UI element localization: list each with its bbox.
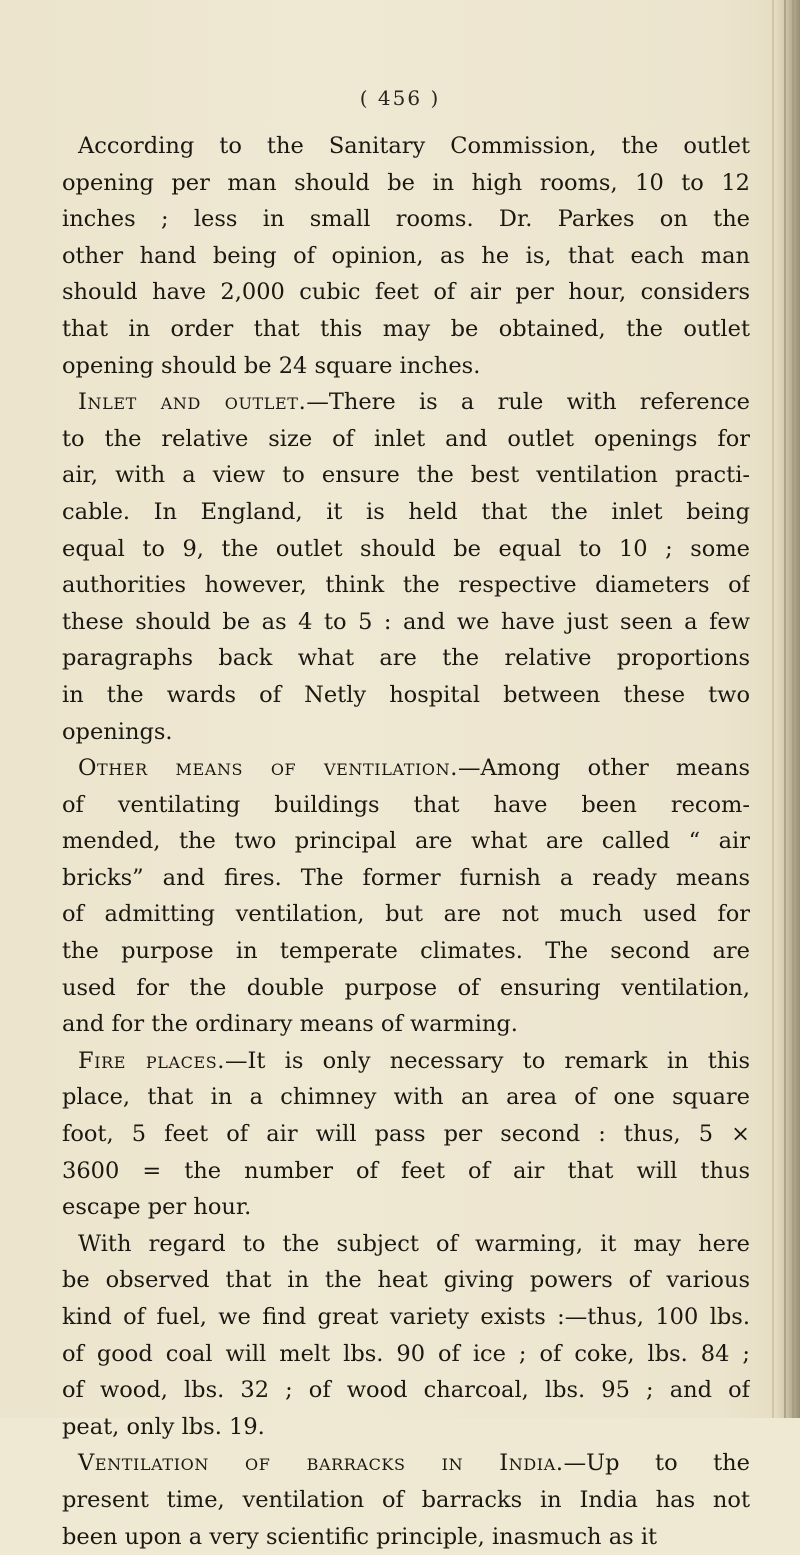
line-text: opening per man should be in high rooms, 10 to 12 <box>62 169 750 196</box>
page-edge-shadow <box>792 0 794 1418</box>
text-line <box>62 1226 750 1263</box>
text-line <box>62 1445 750 1482</box>
text-line <box>62 494 750 531</box>
paragraph <box>62 1226 750 1446</box>
line-text: —Among other means <box>457 755 750 782</box>
line-text: According to the Sanitary Commission, the outlet <box>78 133 750 159</box>
text-line <box>62 750 750 787</box>
text-line <box>62 238 750 275</box>
section-heading: Other means of ventilation. <box>78 755 458 782</box>
text-line <box>62 531 750 568</box>
text-line <box>62 933 750 970</box>
section-heading: Fire places. <box>78 1047 226 1074</box>
line-text: —There is a rule with reference <box>306 389 750 416</box>
text-line <box>62 1409 750 1446</box>
text-line <box>62 677 750 714</box>
line-text: cable. In England, it is held that the inlet being <box>62 498 750 525</box>
line-text: —It is only necessary to remark in this <box>225 1047 750 1074</box>
section-heading: Ventilation of barracks in India. <box>78 1450 564 1477</box>
line-text: place, that in a chimney with an area of one square <box>62 1084 750 1111</box>
text-line <box>62 714 750 751</box>
line-text: authorities however, think the respective diameters of <box>62 572 750 599</box>
line-text: air, with a view to ensure the best ventilation practi- <box>62 462 750 489</box>
line-text: inches ; less in small rooms. Dr. Parkes on the <box>62 206 750 233</box>
text-line <box>62 1262 750 1299</box>
text-line <box>62 787 750 824</box>
line-text: opening should be 24 square inches. <box>62 352 481 379</box>
text-line <box>62 1299 750 1336</box>
section-heading: Inlet and outlet. <box>78 389 307 416</box>
text-line <box>62 1043 750 1080</box>
text-line <box>62 1153 750 1190</box>
line-text: used for the double purpose of ensuring ventilation, <box>62 974 750 1001</box>
line-text: foot, 5 feet of air will pass per second : thus, 5 × <box>62 1121 750 1148</box>
paragraph <box>62 1445 750 1555</box>
line-text: of good coal will melt lbs. 90 of ice ; of coke, lbs. 84 ; <box>62 1340 750 1367</box>
text-line <box>62 384 750 421</box>
text-line <box>62 604 750 641</box>
line-text: openings. <box>62 718 173 745</box>
line-text: of ventilating buildings that have been recom- <box>62 791 750 818</box>
line-text: bricks” and fires. The former furnish a ready means <box>62 864 750 891</box>
line-text: and for the ordinary means of warming. <box>62 1011 518 1038</box>
text-line <box>62 567 750 604</box>
text-line <box>62 1482 750 1519</box>
text-line <box>62 860 750 897</box>
text-line <box>62 896 750 933</box>
line-text: —Up to the <box>563 1450 750 1477</box>
text-line <box>62 823 750 860</box>
text-line <box>62 128 750 165</box>
text-line <box>62 1519 750 1555</box>
text-line <box>62 1189 750 1226</box>
line-text: to the relative size of inlet and outlet openings for <box>62 425 750 452</box>
line-text: of admitting ventilation, but are not much used for <box>62 901 750 928</box>
paragraph <box>62 1043 750 1226</box>
line-text: of wood, lbs. 32 ; of wood charcoal, lbs. 95 ; and of <box>62 1377 750 1404</box>
line-text: should have 2,000 cubic feet of air per hour, considers <box>62 279 750 306</box>
page-number: ( 456 ) <box>359 86 441 110</box>
line-text: the purpose in temperate climates. The second are <box>62 938 750 965</box>
text-line <box>62 970 750 1007</box>
body-text <box>62 128 750 1555</box>
text-line <box>62 1372 750 1409</box>
line-text: other hand being of opinion, as he is, that each man <box>62 242 750 269</box>
text-line <box>62 311 750 348</box>
text-line <box>62 640 750 677</box>
line-text: in the wards of Netly hospital between these two <box>62 681 750 708</box>
line-text: peat, only lbs. 19. <box>62 1413 265 1440</box>
line-text: be observed that in the heat giving powers of various <box>62 1267 750 1294</box>
text-line <box>62 1079 750 1116</box>
line-text: paragraphs back what are the relative proportions <box>62 645 750 672</box>
line-text: escape per hour. <box>62 1194 252 1221</box>
paragraph <box>62 128 750 384</box>
line-text: With regard to the subject of warming, it may here <box>78 1230 750 1257</box>
text-line <box>62 1116 750 1153</box>
text-line <box>62 457 750 494</box>
text-line <box>62 1336 750 1373</box>
line-text: present time, ventilation of barracks in India has not <box>62 1486 750 1513</box>
line-text: mended, the two principal are what are called “ air <box>62 828 750 855</box>
line-text: that in order that this may be obtained, the outlet <box>62 315 750 342</box>
text-line <box>62 348 750 385</box>
line-text: equal to 9, the outlet should be equal to 10 ; some <box>62 535 750 562</box>
line-text: these should be as 4 to 5 : and we have just seen a few <box>62 608 750 635</box>
text-line <box>62 421 750 458</box>
text-line <box>62 1006 750 1043</box>
text-line <box>62 274 750 311</box>
text-line <box>62 165 750 202</box>
page-edge-shadow <box>784 0 786 1418</box>
line-text: kind of fuel, we find great variety exists :—thus, 100 lbs. <box>62 1304 750 1330</box>
paragraph <box>62 384 750 750</box>
page-edge <box>772 0 800 1418</box>
paragraph <box>62 750 750 1043</box>
line-text: been upon a very scientific principle, inasmuch as it <box>62 1523 658 1550</box>
text-line <box>62 201 750 238</box>
line-text: 3600 = the number of feet of air that will thus <box>62 1157 750 1184</box>
